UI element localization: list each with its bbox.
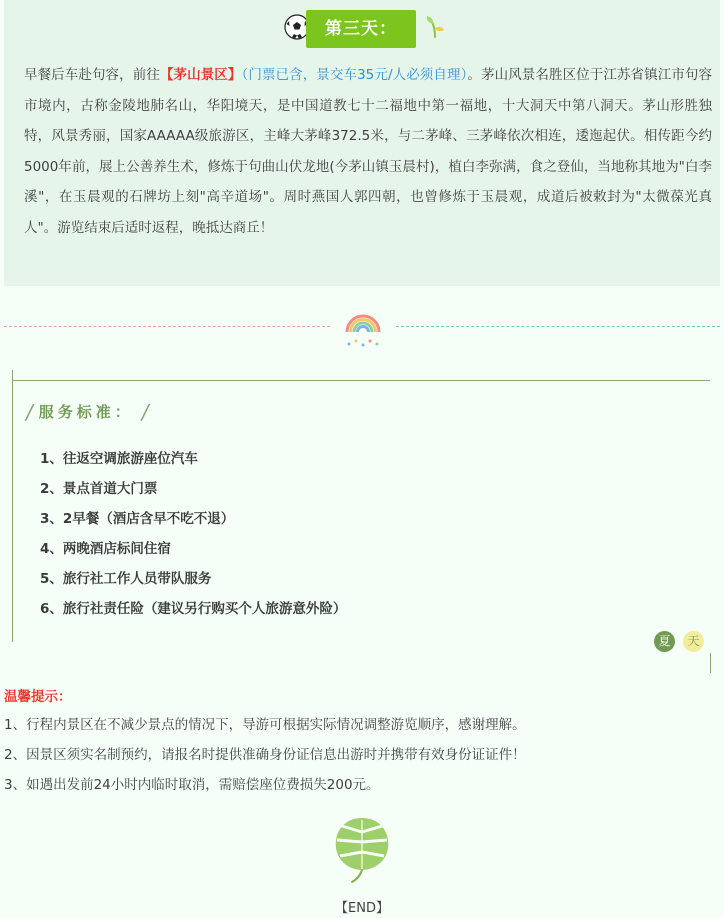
- service-title: 服务标准：: [38, 403, 134, 421]
- service-item: 5、旅行社工作人员带队服务: [40, 571, 212, 587]
- intro-text: 早餐后车赴句容，前往: [24, 67, 160, 83]
- leaf-sprout-icon: [424, 14, 446, 38]
- day-header: [4, 6, 720, 48]
- ticket-close-paren: ）: [460, 67, 468, 83]
- ticket-note: 门票已含，景交车35元/人必须自理: [248, 67, 461, 83]
- scenic-name: 【茅山景区】: [159, 67, 242, 83]
- service-item: 1、往返空调旅游座位汽车: [40, 451, 198, 467]
- service-title-row: [26, 398, 149, 426]
- tips-section: [4, 684, 720, 800]
- frame-right-corner: [710, 653, 711, 673]
- season-badges: [654, 631, 710, 653]
- day-three-section: [4, 0, 720, 286]
- end-label: 【END】: [335, 901, 389, 916]
- service-item: 3、2早餐（酒店含早不吃不退）: [40, 511, 235, 527]
- service-item: 6、旅行社责任险（建议另行购买个人旅游意外险）: [40, 601, 347, 617]
- ticket-open-paren: （: [241, 67, 249, 83]
- service-item: 2、景点首道大门票: [40, 481, 158, 497]
- day-description: [24, 60, 712, 243]
- monstera-leaf-icon: [332, 814, 392, 884]
- title-slash-right: /: [141, 400, 149, 424]
- rainbow-icon: [342, 308, 384, 350]
- service-list: [40, 444, 346, 624]
- summer-badge: 夏: [654, 631, 675, 652]
- frame-left-border: [12, 370, 13, 642]
- title-slash-left: /: [26, 400, 33, 424]
- divider-line-right: [396, 326, 720, 327]
- tips-item: 3、如遇出发前24小时内临时取消，需赔偿座位费损失200元。: [4, 777, 380, 793]
- frame-top-border: [12, 380, 710, 381]
- service-item: 4、两晚酒店标间住宿: [40, 541, 171, 557]
- rainbow-divider: [0, 304, 724, 354]
- divider-line-left: [4, 326, 330, 327]
- day-badge: 第三天：: [306, 10, 416, 48]
- description-text: 。茅山风景名胜区位于江苏省镇江市句容市境内，古称金陵地肺名山，华阳境天，是中国道教七十二福地中第一福地，十大洞天中第八洞天。茅山形胜独特，风景秀丽，国家AAAAA级旅游区，主峰大茅峰372.5米，与二茅峰、三茅峰依次相连，逶迤起伏。相传距今约5000年前，展上公善养生术，修炼于句曲山伏龙地(今茅山镇玉晨村)，植白李弥满，食之登仙，当地称其地为"白李溪"，在玉晨观的石牌坊上刻"高辛道场"。周时燕国人郭四朝，也曾修炼于玉晨观，成道后被敕封为"太微葆光真人"。游览结束后适时返程，晚抵达商丘！: [24, 67, 713, 236]
- tips-item: 2、因景区须实名制预约，请报名时提供准确身份证信息出游时并携带有效身份证证件！: [4, 747, 526, 763]
- tips-item: 1、行程内景区在不减少景点的情况下，导游可根据实际情况调整游览顺序，感谢理解。: [4, 717, 526, 733]
- sky-badge: 天: [683, 631, 704, 652]
- tips-title: 温馨提示：: [4, 689, 72, 705]
- service-standard-section: [12, 370, 710, 642]
